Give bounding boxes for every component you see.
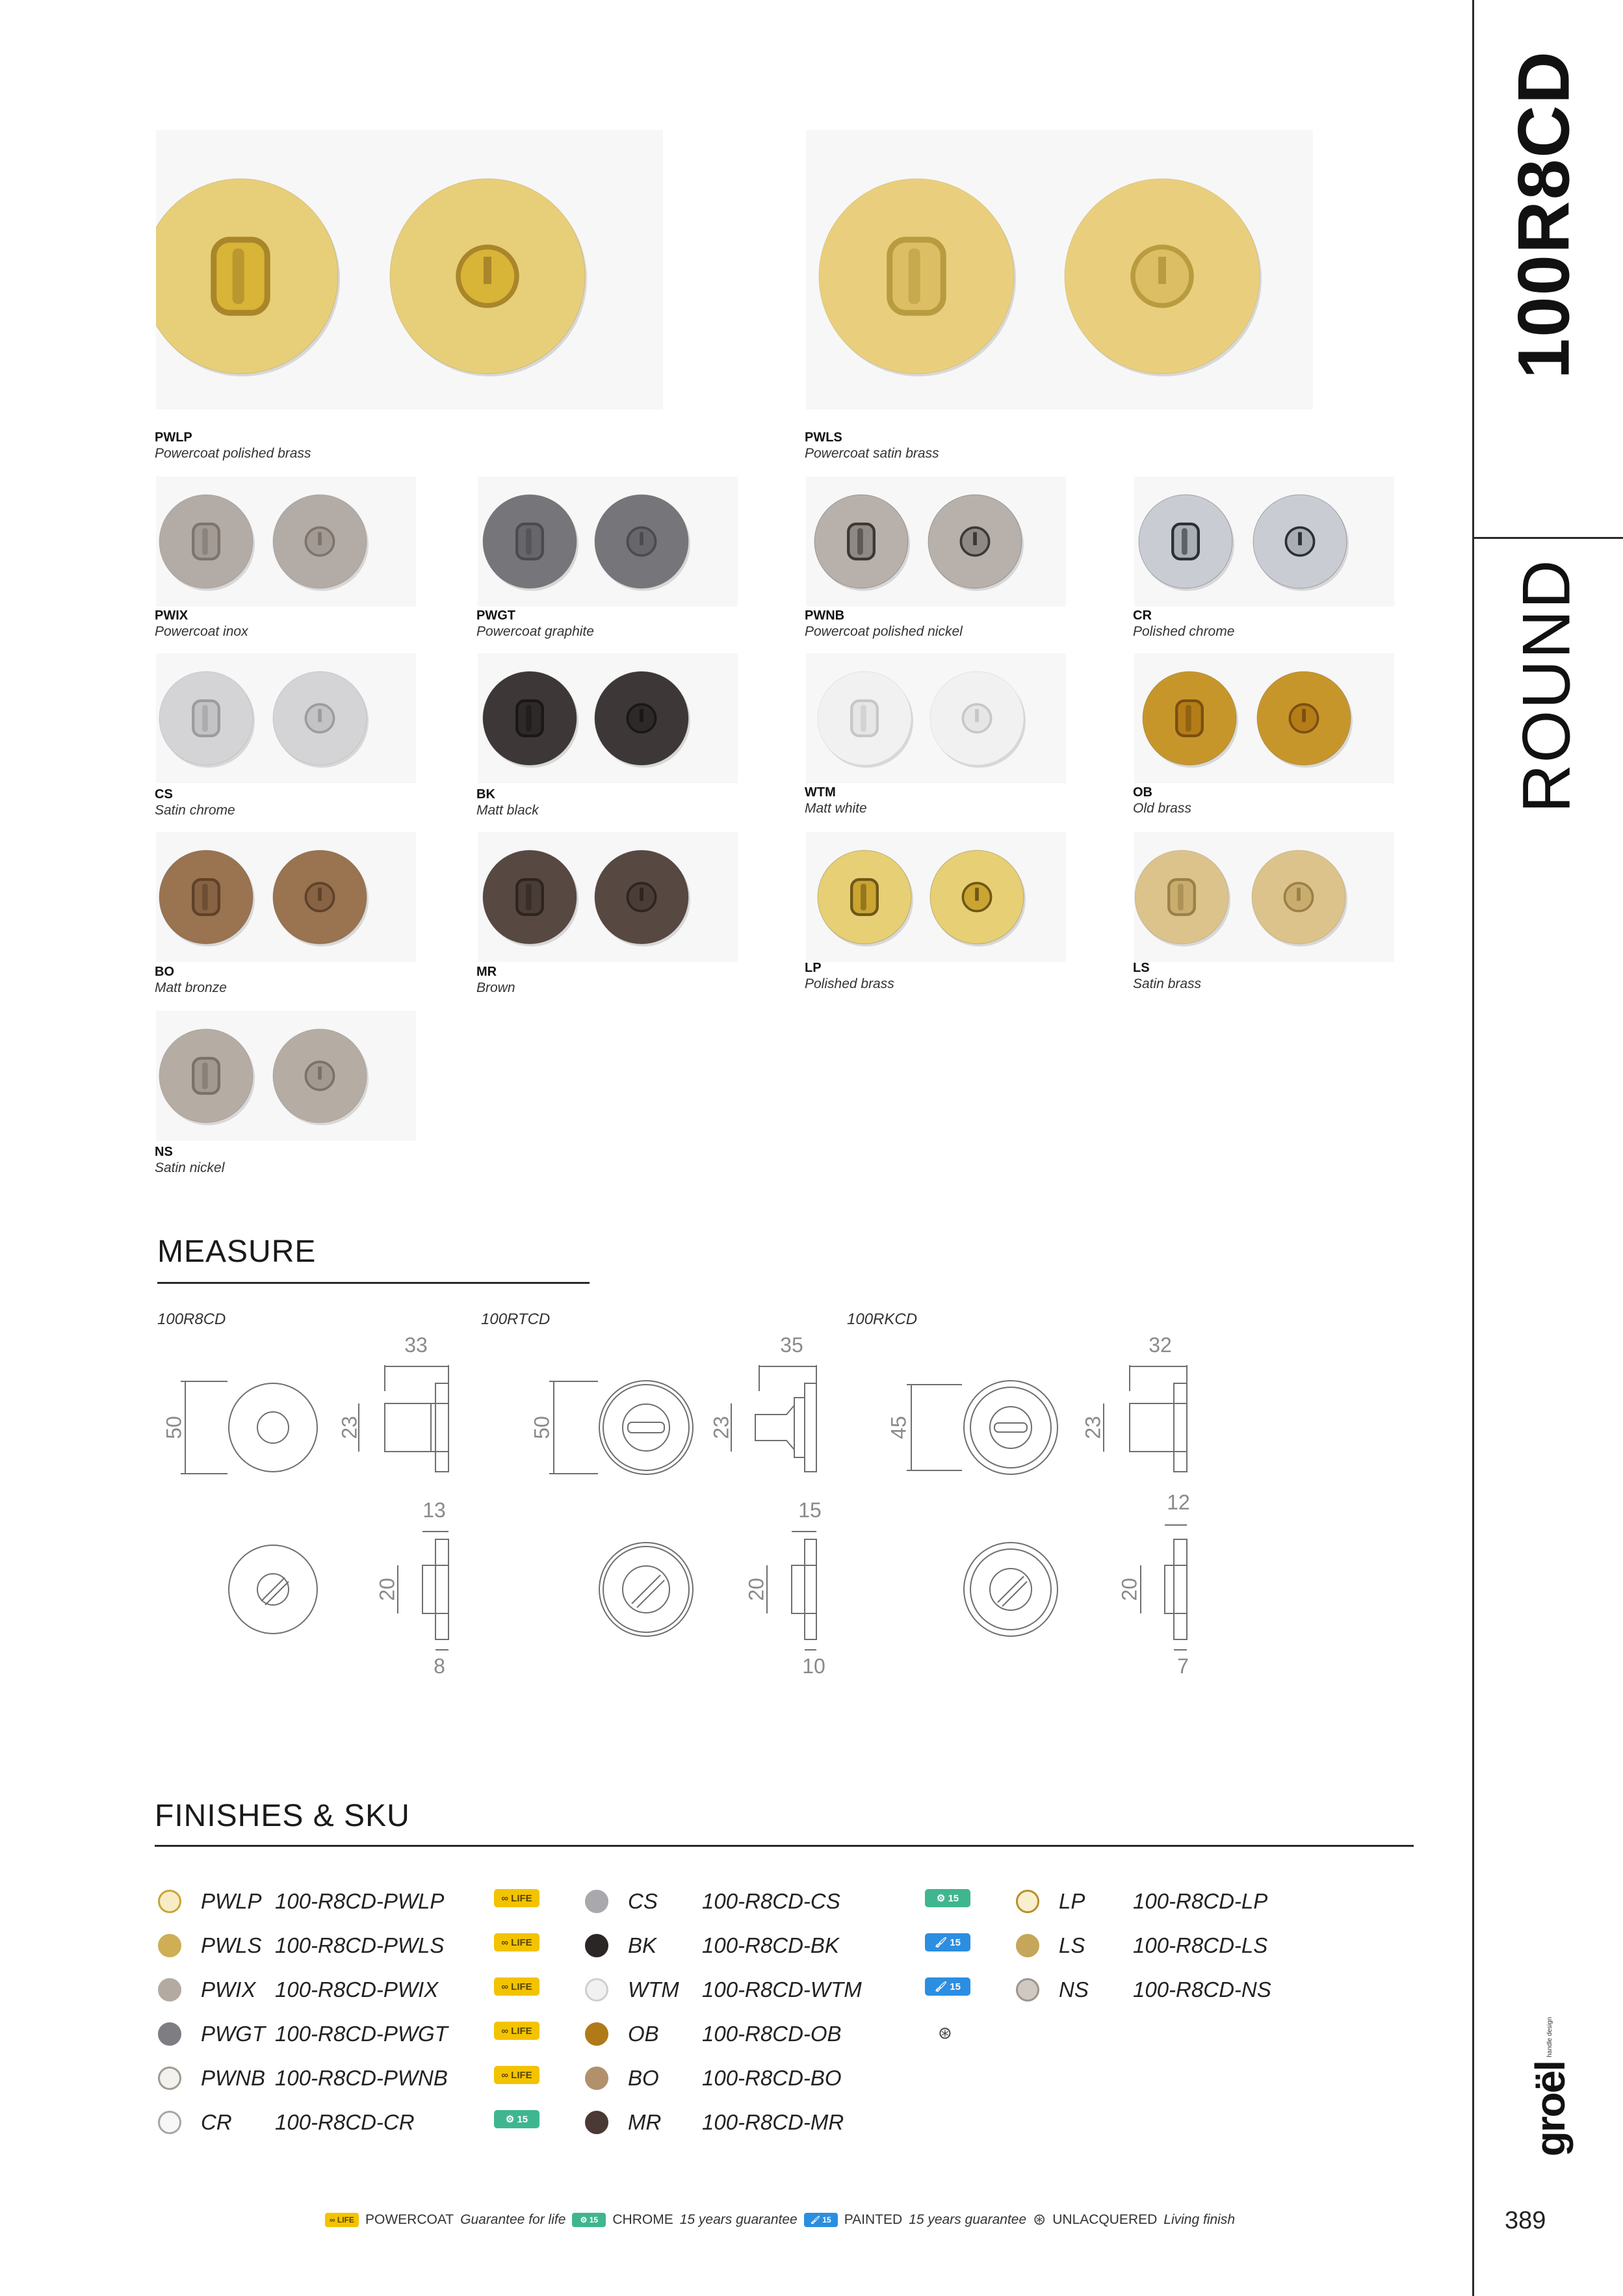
finish-code-pwlp: PWLP xyxy=(155,430,192,445)
sku-row-lp xyxy=(1016,1885,1267,1918)
dim-3-top-proj: 32 xyxy=(1149,1333,1172,1357)
drawing-2-rose-front xyxy=(549,1381,693,1474)
sku-row-cr xyxy=(158,2106,415,2139)
sku-finish-code: PWLP xyxy=(201,1889,262,1913)
finish-code-bk: BK xyxy=(476,787,495,802)
sku-finish-code: LP xyxy=(1059,1889,1085,1913)
finish-swatch-pwnb xyxy=(158,2067,181,2090)
brand-logo xyxy=(1526,2017,1574,2157)
painted-guarantee-badge: 🖌 15 xyxy=(925,1977,970,1996)
dim-2-lock-proj: 15 xyxy=(798,1498,822,1522)
drawing-3-rose-side xyxy=(1104,1365,1187,1472)
sku-finish-code: CR xyxy=(201,2110,232,2134)
sku-number: 100-R8CD-PWGT xyxy=(275,2022,448,2046)
finish-name-ob: Old brass xyxy=(1133,801,1191,816)
dim-3-lock-proj: 12 xyxy=(1167,1491,1190,1514)
sku-number: 100-R8CD-MR xyxy=(702,2110,844,2134)
drawing-2-lock-front xyxy=(599,1543,693,1636)
brand-tagline: handle design xyxy=(1546,2016,1553,2057)
sku-finish-code: PWLS xyxy=(201,1933,262,1957)
drawing-label-3: 100RKCD xyxy=(847,1311,918,1328)
dim-1-rose: 50 xyxy=(162,1416,186,1439)
sku-finish-code: PWIX xyxy=(201,1977,256,2002)
dim-1-lock-h: 20 xyxy=(375,1578,399,1601)
sku-row-pwix xyxy=(158,1974,438,2006)
finish-code-bo: BO xyxy=(155,965,174,979)
finishes-sku-heading: FINISHES & SKU xyxy=(155,1799,410,1833)
finish-name-ns: Satin nickel xyxy=(155,1160,225,1175)
sku-row-pwlp xyxy=(158,1885,444,1918)
finish-name-mr: Brown xyxy=(476,980,515,995)
finish-swatch-cr xyxy=(158,2111,181,2134)
sku-number: 100-R8CD-PWLS xyxy=(275,1933,445,1957)
finish-name-bo: Matt bronze xyxy=(155,980,227,995)
finish-name-pwlp: Powercoat polished brass xyxy=(155,446,311,461)
finish-name-pwgt: Powercoat graphite xyxy=(476,624,594,639)
chrome-legend-note: 15 years guarantee xyxy=(679,2211,798,2227)
dim-1-top-proj: 33 xyxy=(404,1333,428,1357)
painted-legend-note: 15 years guarantee xyxy=(909,2211,1027,2227)
sku-row-wtm xyxy=(585,1974,862,2006)
sku-row-pwnb xyxy=(158,2062,448,2094)
finish-swatch-pwlp xyxy=(158,1890,181,1913)
sku-number: 100-R8CD-PWLP xyxy=(275,1889,445,1913)
sku-row-bo xyxy=(585,2062,842,2094)
dim-3-rose: 45 xyxy=(887,1416,911,1439)
sku-row-ob xyxy=(585,2018,842,2050)
finish-code-wtm: WTM xyxy=(805,785,836,800)
drawing-3-lock-side xyxy=(1141,1525,1187,1650)
finish-swatch-cs xyxy=(585,1890,608,1913)
dim-2-spindle: 23 xyxy=(709,1416,733,1439)
finish-name-bk: Matt black xyxy=(476,803,539,818)
sku-row-ls xyxy=(1016,1929,1267,1962)
sku-finish-code: CS xyxy=(628,1889,658,1913)
sku-number: 100-R8CD-LS xyxy=(1133,1933,1268,1957)
sku-number: 100-R8CD-LP xyxy=(1133,1889,1268,1913)
unlacquered-legend-label: UNLACQUERED xyxy=(1052,2211,1158,2227)
sku-number: 100-R8CD-WTM xyxy=(702,1977,862,2002)
chrome-legend-label: CHROME xyxy=(612,2211,673,2227)
dim-2-lock-base: 10 xyxy=(802,1654,825,1678)
finish-name-pwix: Powercoat inox xyxy=(155,624,248,639)
sku-finish-code: PWGT xyxy=(201,2022,265,2046)
powercoat-guarantee-badge: ∞ LIFE xyxy=(494,1977,539,1996)
finish-code-mr: MR xyxy=(476,965,497,979)
finish-name-lp: Polished brass xyxy=(805,976,894,991)
sku-number: 100-R8CD-CS xyxy=(702,1889,840,1913)
sku-row-mr xyxy=(585,2106,844,2139)
finish-code-pwix: PWIX xyxy=(155,608,188,623)
chrome-guarantee-badge: ⚙ 15 xyxy=(925,1889,970,1907)
dim-3-lock-h: 20 xyxy=(1117,1578,1141,1601)
finish-code-pwnb: PWNB xyxy=(805,608,845,623)
powercoat-legend-note: Guarantee for life xyxy=(460,2211,566,2227)
finish-name-pwnb: Powercoat polished nickel xyxy=(805,624,963,639)
sku-number: 100-R8CD-BK xyxy=(702,1933,839,1957)
drawing-3-rose-front xyxy=(907,1381,1058,1474)
sku-finish-code: LS xyxy=(1059,1933,1085,1957)
drawing-3-lock-front xyxy=(964,1543,1058,1636)
sku-finish-code: BK xyxy=(628,1933,657,1957)
finish-name-wtm: Matt white xyxy=(805,801,867,816)
dim-1-lock-proj: 13 xyxy=(422,1498,446,1522)
brand-name: groël xyxy=(1527,2061,1574,2157)
finish-swatch-wtm xyxy=(585,1978,608,2002)
sku-number: 100-R8CD-PWIX xyxy=(275,1977,439,2002)
painted-legend-label: PAINTED xyxy=(844,2211,903,2227)
powercoat-legend-badge: ∞ LIFE xyxy=(325,2213,359,2227)
page-number: 389 xyxy=(1505,2207,1546,2234)
finish-swatch-bk xyxy=(585,1934,608,1957)
finish-name-cs: Satin chrome xyxy=(155,803,235,818)
finish-code-ns: NS xyxy=(155,1145,173,1159)
unlacquered-icon: ⊛ xyxy=(938,2023,952,2042)
dim-1-spindle: 23 xyxy=(337,1416,361,1439)
dim-3-lock-base: 7 xyxy=(1177,1654,1189,1678)
sku-finish-code: WTM xyxy=(628,1977,679,2002)
finish-code-pwgt: PWGT xyxy=(476,608,515,623)
powercoat-guarantee-badge: ∞ LIFE xyxy=(494,2022,539,2040)
sku-row-ns xyxy=(1016,1974,1271,2006)
drawing-1-rose-side xyxy=(359,1365,448,1472)
rail-separator xyxy=(1474,537,1623,539)
finish-code-lp: LP xyxy=(805,961,822,975)
finish-swatch-ns xyxy=(1016,1978,1039,2002)
sku-number: 100-R8CD-PWNB xyxy=(275,2066,448,2090)
dim-2-rose: 50 xyxy=(530,1416,554,1439)
finish-swatch-ls xyxy=(1016,1934,1039,1957)
sku-number: 100-R8CD-CR xyxy=(275,2110,415,2134)
sku-number: 100-R8CD-OB xyxy=(702,2022,842,2046)
finish-code-cs: CS xyxy=(155,787,173,802)
chrome-guarantee-badge: ⚙ 15 xyxy=(494,2110,539,2128)
finish-swatch-lp xyxy=(1016,1890,1039,1913)
finish-code-ob: OB xyxy=(1133,785,1152,800)
finish-swatch-pwls xyxy=(158,1934,181,1957)
chrome-legend-badge: ⚙ 15 xyxy=(572,2213,606,2227)
painted-legend-badge: 🖌 15 xyxy=(804,2213,838,2227)
finish-code-ls: LS xyxy=(1133,961,1150,975)
model-title: 100R8CD xyxy=(1503,50,1585,379)
powercoat-legend-label: POWERCOAT xyxy=(365,2211,454,2227)
finish-swatch-bo xyxy=(585,2067,608,2090)
finish-swatch-ob xyxy=(585,2022,608,2046)
guarantee-legend xyxy=(325,2210,1235,2229)
dim-2-lock-h: 20 xyxy=(744,1578,768,1601)
finish-swatch-mr xyxy=(585,2111,608,2134)
unlacquered-legend-icon: ⊛ xyxy=(1033,2211,1046,2228)
powercoat-guarantee-badge: ∞ LIFE xyxy=(494,1933,539,1951)
finish-swatch-pwix xyxy=(158,1978,181,2002)
dim-2-top-proj: 35 xyxy=(780,1333,803,1357)
drawing-1-lock-front xyxy=(229,1545,317,1634)
sku-finish-code: BO xyxy=(628,2066,659,2090)
drawing-2-rose-side xyxy=(731,1365,816,1472)
powercoat-guarantee-badge: ∞ LIFE xyxy=(494,2066,539,2084)
finish-code-pwls: PWLS xyxy=(805,430,842,445)
finishes-sku-rule xyxy=(155,1845,1414,1847)
sku-finish-code: PWNB xyxy=(201,2066,265,2090)
sku-row-bk xyxy=(585,1929,839,1962)
finish-name-cr: Polished chrome xyxy=(1133,624,1235,639)
drawing-2-lock-side xyxy=(767,1532,816,1650)
finish-swatch-pwgt xyxy=(158,2022,181,2046)
sku-row-pwls xyxy=(158,1929,444,1962)
drawing-1-rose-front xyxy=(181,1381,317,1474)
dim-1-lock-base: 8 xyxy=(434,1654,445,1678)
sku-number: 100-R8CD-BO xyxy=(702,2066,842,2090)
sku-row-pwgt xyxy=(158,2018,448,2050)
shape-title: ROUND xyxy=(1509,558,1585,813)
sku-row-cs xyxy=(585,1885,840,1918)
sku-finish-code: OB xyxy=(628,2022,659,2046)
finish-name-ls: Satin brass xyxy=(1133,976,1202,991)
finish-code-cr: CR xyxy=(1133,608,1152,623)
powercoat-guarantee-badge: ∞ LIFE xyxy=(494,1889,539,1907)
sku-finish-code: MR xyxy=(628,2110,662,2134)
sku-number: 100-R8CD-NS xyxy=(1133,1977,1271,2002)
finish-name-pwls: Powercoat satin brass xyxy=(805,446,939,461)
unlacquered-legend-note: Living finish xyxy=(1163,2211,1236,2227)
drawing-1-lock-side xyxy=(398,1532,448,1650)
drawing-label-1: 100R8CD xyxy=(157,1311,226,1328)
measure-heading: MEASURE xyxy=(157,1234,317,1269)
painted-guarantee-badge: 🖌 15 xyxy=(925,1933,970,1951)
sku-finish-code: NS xyxy=(1059,1977,1089,2002)
drawing-label-2: 100RTCD xyxy=(481,1311,551,1328)
dim-3-spindle: 23 xyxy=(1081,1416,1105,1439)
right-rail-divider xyxy=(1472,0,1474,2296)
